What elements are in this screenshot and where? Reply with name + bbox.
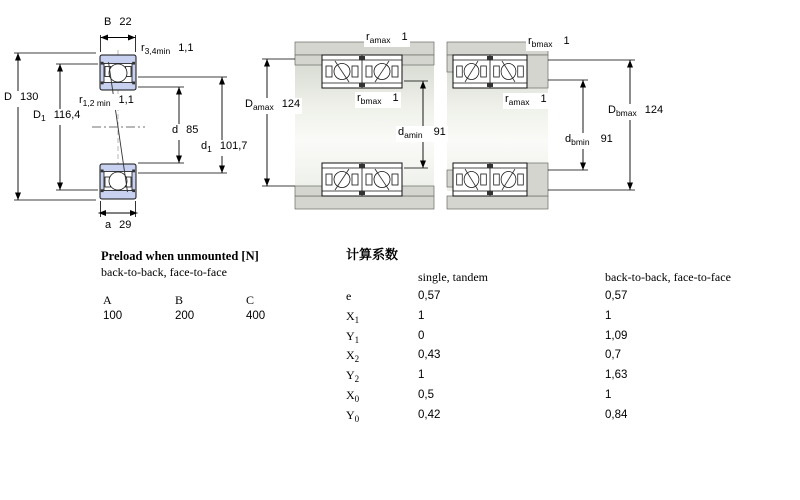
factor-Y2-paired: 1,63 <box>605 369 628 382</box>
preload-col-C: C <box>246 293 255 307</box>
preload-col-B: B <box>175 293 184 307</box>
factor-X2-paired: 0,7 <box>605 349 621 362</box>
factor-label-Y0: $Y_0$ <box>346 407 360 424</box>
dim-label-ramax-left: $r_{amax}$ 1 <box>366 31 408 45</box>
factor-label-X0: $X_0$ <box>346 387 360 404</box>
dim-label-a: a 29 <box>103 219 133 235</box>
arrangement-face-to-face-figure <box>447 42 635 209</box>
dim-label-dbmin: $d_{bmin}$ 91 <box>565 133 613 147</box>
factors-col-single-tandem: single, tandem <box>418 270 488 284</box>
factors-col-back-to-back: back-to-back, face-to-face <box>605 270 731 284</box>
factor-label-Y1: $Y_1$ <box>346 328 360 345</box>
factor-Y0-single: 0,42 <box>418 408 441 421</box>
dim-label-D: D 130 <box>2 91 40 107</box>
factors-header-spacer <box>346 271 418 289</box>
factor-Y0-paired: 0,84 <box>605 408 628 421</box>
preload-value-B: 200 <box>175 310 195 322</box>
preload-value-C: 400 <box>246 310 266 322</box>
factor-label-e: e <box>346 289 352 303</box>
calculation-factors-table <box>346 271 766 428</box>
dim-label-Dbmax: $D_{bmax}$ 124 <box>608 104 664 118</box>
factor-label-X2: $X_2$ <box>346 348 360 365</box>
preload-value-A: 100 <box>103 310 123 322</box>
factor-label-Y2: $Y_2$ <box>346 368 360 385</box>
technical-drawings <box>0 0 800 245</box>
factor-label-X1: $X_1$ <box>346 308 360 325</box>
factor-X1-single: 1 <box>418 309 425 322</box>
factor-X1-paired: 1 <box>605 309 612 322</box>
dim-label-B: B 22 <box>102 16 134 32</box>
factor-X2-single: 0,43 <box>418 349 441 362</box>
calculation-factors-section <box>346 248 766 428</box>
factor-e-paired: 0,57 <box>605 290 628 302</box>
dim-label-damin: $d_{amin}$ 91 <box>398 126 446 140</box>
dim-label-d1: $d_1$ 101,7 <box>201 140 248 154</box>
preload-subtitle: back-to-back, face-to-face <box>101 265 227 279</box>
dim-label-Damax: $D_{amax}$ 124 <box>245 98 301 112</box>
factor-X0-paired: 1 <box>605 388 612 401</box>
calculation-factors-title: 计算系数 <box>346 247 399 262</box>
factor-e-single: 0,57 <box>418 290 441 302</box>
dim-label-ramax-right: $r_{amax}$ 1 <box>505 93 547 107</box>
dim-label-d: d 85 <box>170 124 200 140</box>
dim-label-r34min: $r_{3,4min}$ 1,1 <box>141 42 194 56</box>
preload-section <box>101 249 331 323</box>
dim-label-rbmax-left: $r_{bmax}$ 1 <box>357 92 399 106</box>
preload-col-A: A <box>103 293 112 307</box>
dim-label-D1: $D_1$ 116,4 <box>33 109 81 123</box>
dim-label-rbmax-right: $r_{bmax}$ 1 <box>528 35 570 49</box>
preload-title: Preload when unmounted [N] <box>101 249 259 263</box>
factor-X0-single: 0,5 <box>418 388 434 401</box>
dim-label-r12min: $r_{1,2 min}$ 1,1 <box>79 94 134 108</box>
factor-Y1-paired: 1,09 <box>605 329 628 342</box>
preload-table <box>103 294 331 323</box>
factor-Y2-single: 1 <box>418 369 425 382</box>
factor-Y1-single: 0 <box>418 329 425 342</box>
